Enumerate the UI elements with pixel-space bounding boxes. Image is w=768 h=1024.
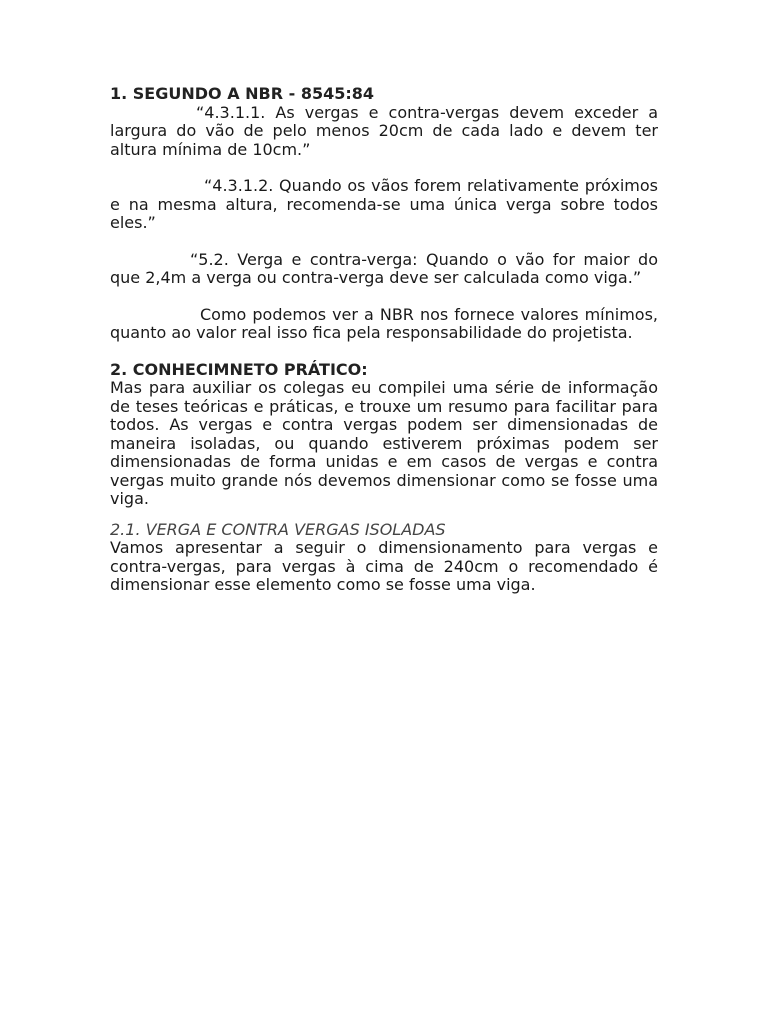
nbr-quote-4-3-1-1: “4.3.1.1. As vergas e contra-vergas devem exceder a largura do vão de pelo menos 20cm de cada lado e devem ter altura mínima de 10cm.”: [110, 102, 658, 159]
document-page: [110, 85, 658, 595]
nbr-comment-paragraph: Como podemos ver a NBR nos fornece valores mínimos, quanto ao valor real isso fica pela responsabilidade do projetista.: [110, 304, 658, 342]
section-1-heading: 1. SEGUNDO A NBR - 8545:84: [110, 84, 375, 103]
nbr-quote-5-2: “5.2. Verga e contra-verga: Quando o vão for maior do que 2,4m a verga ou contra-verga deve ser calculada como viga.”: [110, 249, 658, 287]
section-2-1-heading: 2.1. VERGA E CONTRA VERGAS ISOLADAS: [110, 519, 446, 539]
nbr-quote-4-3-1-2: “4.3.1.2. Quando os vãos forem relativamente próximos e na mesma altura, recomenda-se uma única verga sobre todos eles.”: [110, 176, 658, 232]
section-2-1-body: Vamos apresentar a seguir o dimensionamento para vergas e contra-vergas, para vergas à cima de 240cm o recomendado é dimensionar esse elemento como se fosse uma viga.: [110, 538, 658, 594]
section-2-heading: 2. CONHECIMNETO PRÁTICO:: [110, 359, 368, 379]
section-2-body: Mas para auxiliar os colegas eu compilei uma série de informação de teses teóricas e práticas, e trouxe um resumo para facilitar para todos. As vergas e contra vergas podem ser dimensionadas de maneira isoladas, ou quando estiverem próximas podem ser dimensionadas de forma unidas e em casos de vergas e contra vergas muito grande nós devemos dimensionar como se fosse uma viga.: [110, 378, 658, 508]
